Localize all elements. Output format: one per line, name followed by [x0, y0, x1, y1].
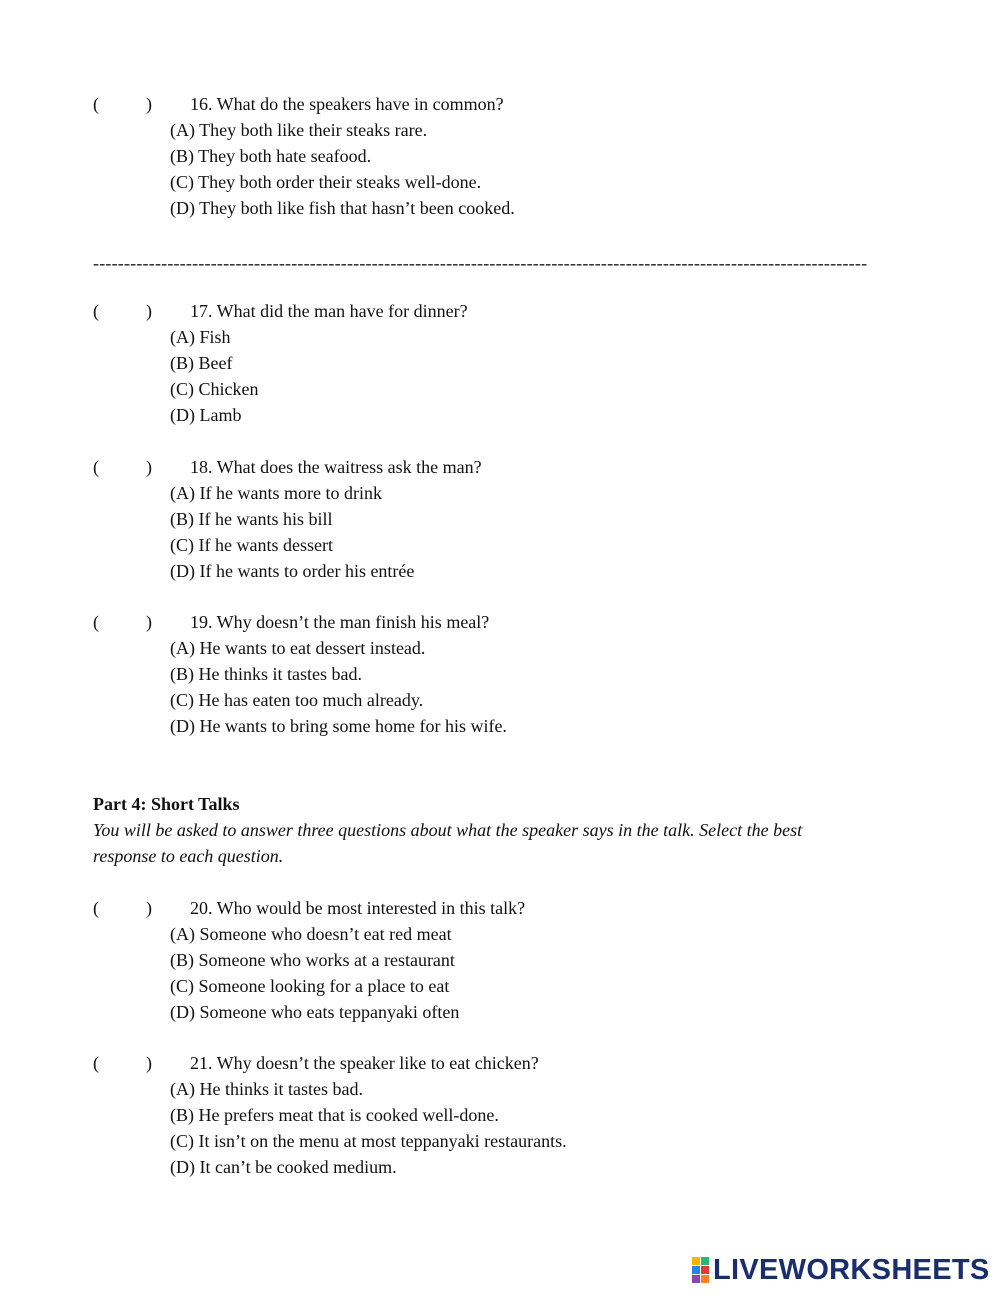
answer-blank-open[interactable]: (: [93, 457, 99, 477]
option-a: (A) They both like their steaks rare.: [170, 120, 428, 140]
section-divider: -----------------------------------------------------------------------------------------------------------------------------: [93, 253, 868, 273]
answer-blank-open[interactable]: (: [93, 301, 99, 321]
answer-blank-close[interactable]: ): [146, 898, 152, 918]
question-text: 17. What did the man have for dinner?: [190, 301, 468, 321]
option-c: (C) It isn’t on the menu at most teppanyaki restaurants.: [170, 1131, 567, 1151]
option-c: (C) They both order their steaks well-done.: [170, 172, 482, 192]
option-a: (A) Fish: [170, 327, 231, 347]
question-text: 21. Why doesn’t the speaker like to eat chicken?: [190, 1053, 539, 1073]
option-b: (B) Someone who works at a restaurant: [170, 950, 455, 970]
option-c: (C) He has eaten too much already.: [170, 690, 424, 710]
logo-text: LIVEWORKSHEETS: [713, 1253, 990, 1286]
option-b: (B) If he wants his bill: [170, 509, 333, 529]
part4-title: Part 4: Short Talks: [93, 794, 240, 814]
question-text: 19. Why doesn’t the man finish his meal?: [190, 612, 490, 632]
option-b: (B) They both hate seafood.: [170, 146, 372, 166]
option-c: (C) If he wants dessert: [170, 535, 333, 555]
option-d: (D) It can’t be cooked medium.: [170, 1157, 397, 1177]
answer-blank-open[interactable]: (: [93, 898, 99, 918]
logo-block: [701, 1275, 709, 1283]
answer-blank-close[interactable]: ): [146, 612, 152, 632]
question-text: 16. What do the speakers have in common?: [190, 94, 504, 114]
question-text: 20. Who would be most interested in this talk?: [190, 898, 526, 918]
option-d: (D) Someone who eats teppanyaki often: [170, 1002, 460, 1022]
logo-blocks-icon: [692, 1257, 709, 1283]
option-d: (D) He wants to bring some home for his wife.: [170, 716, 507, 736]
logo-block: [692, 1257, 700, 1265]
liveworksheets-logo: [692, 1254, 990, 1286]
option-a: (A) He wants to eat dessert instead.: [170, 638, 426, 658]
option-a: (A) If he wants more to drink: [170, 483, 382, 503]
option-a: (A) Someone who doesn’t eat red meat: [170, 924, 452, 944]
part4-instructions-line1: You will be asked to answer three questions about what the speaker says in the talk. Select the best: [93, 820, 803, 840]
answer-blank-close[interactable]: ): [146, 301, 152, 321]
logo-block: [701, 1266, 709, 1274]
option-d: (D) They both like fish that hasn’t been cooked.: [170, 198, 515, 218]
logo-block: [701, 1257, 709, 1265]
answer-blank-close[interactable]: ): [146, 94, 152, 114]
option-b: (B) Beef: [170, 353, 233, 373]
answer-blank-close[interactable]: ): [146, 1053, 152, 1073]
option-b: (B) He thinks it tastes bad.: [170, 664, 362, 684]
answer-blank-open[interactable]: (: [93, 1053, 99, 1073]
option-d: (D) If he wants to order his entrée: [170, 561, 415, 581]
answer-blank-open[interactable]: (: [93, 612, 99, 632]
logo-block: [692, 1275, 700, 1283]
option-b: (B) He prefers meat that is cooked well-done.: [170, 1105, 499, 1125]
option-d: (D) Lamb: [170, 405, 242, 425]
answer-blank-close[interactable]: ): [146, 457, 152, 477]
part4-instructions-line2: response to each question.: [93, 846, 284, 866]
logo-block: [692, 1266, 700, 1274]
option-c: (C) Chicken: [170, 379, 259, 399]
question-text: 18. What does the waitress ask the man?: [190, 457, 482, 477]
option-c: (C) Someone looking for a place to eat: [170, 976, 450, 996]
answer-blank-open[interactable]: (: [93, 94, 99, 114]
option-a: (A) He thinks it tastes bad.: [170, 1079, 363, 1099]
